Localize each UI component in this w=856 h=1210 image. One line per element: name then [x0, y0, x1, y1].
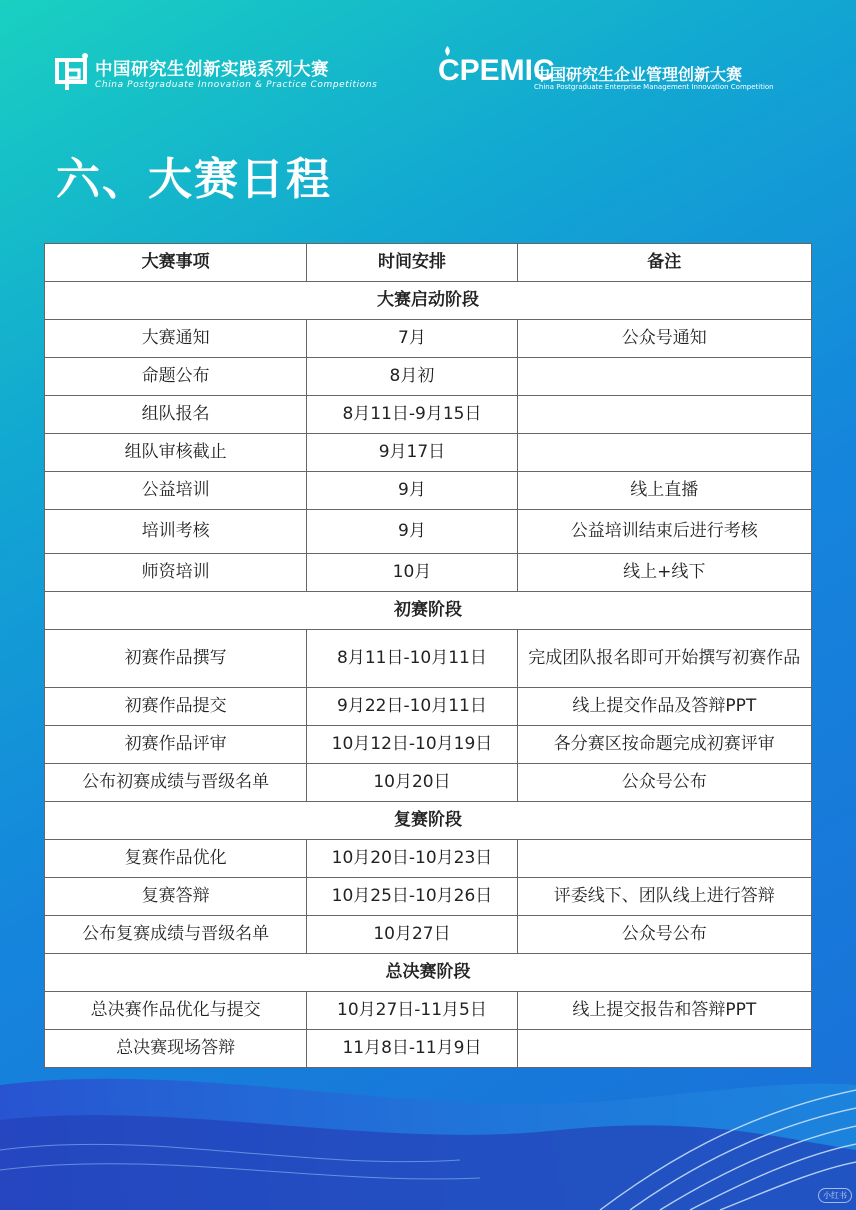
time-cell: 7月: [307, 320, 517, 358]
table-row: [45, 510, 812, 554]
time-cell: 9月: [307, 510, 517, 554]
table-row: [45, 992, 812, 1030]
note-cell: 公众号公布: [517, 764, 811, 802]
table-row: [45, 396, 812, 434]
page-title: 六、大赛日程: [56, 154, 332, 205]
item-cell: 总决赛作品优化与提交: [45, 992, 307, 1030]
note-cell: [517, 1030, 811, 1068]
column-header-item: 大赛事项: [45, 244, 307, 282]
time-cell: 10月20日: [307, 764, 517, 802]
table-row: [45, 840, 812, 878]
item-cell: 公布初赛成绩与晋级名单: [45, 764, 307, 802]
table-row: [45, 764, 812, 802]
item-cell: 大赛通知: [45, 320, 307, 358]
note-cell: [517, 434, 811, 472]
note-cell: [517, 840, 811, 878]
item-cell: 师资培训: [45, 554, 307, 592]
stage-row-preliminary: [45, 592, 812, 630]
table-row: [45, 688, 812, 726]
stage-label: 复赛阶段: [45, 802, 812, 840]
cpemic-acronym: CPEMIC: [438, 54, 555, 87]
table-row: [45, 554, 812, 592]
table-row: [45, 726, 812, 764]
time-cell: 10月: [307, 554, 517, 592]
time-cell: 8月11日-9月15日: [307, 396, 517, 434]
note-cell: 评委线下、团队线上进行答辩: [517, 878, 811, 916]
item-cell: 总决赛现场答辩: [45, 1030, 307, 1068]
time-cell: 9月22日-10月11日: [307, 688, 517, 726]
note-cell: 各分赛区按命题完成初赛评审: [517, 726, 811, 764]
time-cell: 10月27日: [307, 916, 517, 954]
item-cell: 命题公布: [45, 358, 307, 396]
item-cell: 组队审核截止: [45, 434, 307, 472]
note-cell: [517, 396, 811, 434]
competition-series-name-en: China Postgraduate Innovation & Practice Competitions: [95, 80, 378, 90]
schedule-table: [44, 243, 812, 1068]
header: [0, 40, 856, 110]
cpemic-name-zh: 中国研究生企业管理创新大赛: [534, 65, 743, 84]
table-header-row: [45, 244, 812, 282]
item-cell: 初赛作品提交: [45, 688, 307, 726]
time-cell: 9月: [307, 472, 517, 510]
note-cell: 线上提交作品及答辩PPT: [517, 688, 811, 726]
note-cell: 线上直播: [517, 472, 811, 510]
time-cell: 10月25日-10月26日: [307, 878, 517, 916]
note-cell: 公众号通知: [517, 320, 811, 358]
table-row: [45, 434, 812, 472]
item-cell: 公布复赛成绩与晋级名单: [45, 916, 307, 954]
stage-label: 大赛启动阶段: [45, 282, 812, 320]
time-cell: 8月初: [307, 358, 517, 396]
cpemic-name-en: China Postgraduate Enterprise Management Innovation Competition: [534, 83, 774, 91]
stage-row-launch: [45, 282, 812, 320]
time-cell: 8月11日-10月11日: [307, 630, 517, 688]
time-cell: 10月20日-10月23日: [307, 840, 517, 878]
time-cell: 11月8日-11月9日: [307, 1030, 517, 1068]
table-row: [45, 472, 812, 510]
watermark: 小红书: [818, 1188, 852, 1203]
table-row: [45, 630, 812, 688]
item-cell: 复赛作品优化: [45, 840, 307, 878]
item-cell: 培训考核: [45, 510, 307, 554]
time-cell: 9月17日: [307, 434, 517, 472]
stage-row-final: [45, 954, 812, 992]
competition-series-logo-icon: [55, 52, 89, 90]
item-cell: 初赛作品评审: [45, 726, 307, 764]
table-row: [45, 320, 812, 358]
stage-row-semifinal: [45, 802, 812, 840]
column-header-note: 备注: [517, 244, 811, 282]
table-row: [45, 358, 812, 396]
item-cell: 组队报名: [45, 396, 307, 434]
stage-label: 总决赛阶段: [45, 954, 812, 992]
item-cell: 复赛答辩: [45, 878, 307, 916]
table-row: [45, 878, 812, 916]
item-cell: 初赛作品撰写: [45, 630, 307, 688]
note-cell: 公益培训结束后进行考核: [517, 510, 811, 554]
note-cell: [517, 358, 811, 396]
item-cell: 公益培训: [45, 472, 307, 510]
note-cell: 线上+线下: [517, 554, 811, 592]
note-cell: 公众号公布: [517, 916, 811, 954]
note-cell: 完成团队报名即可开始撰写初赛作品: [517, 630, 811, 688]
stage-label: 初赛阶段: [45, 592, 812, 630]
column-header-time: 时间安排: [307, 244, 517, 282]
time-cell: 10月12日-10月19日: [307, 726, 517, 764]
note-cell: 线上提交报告和答辩PPT: [517, 992, 811, 1030]
table-row: [45, 916, 812, 954]
table-row: [45, 1030, 812, 1068]
time-cell: 10月27日-11月5日: [307, 992, 517, 1030]
competition-series-name-zh: 中国研究生创新实践系列大赛: [95, 60, 329, 80]
